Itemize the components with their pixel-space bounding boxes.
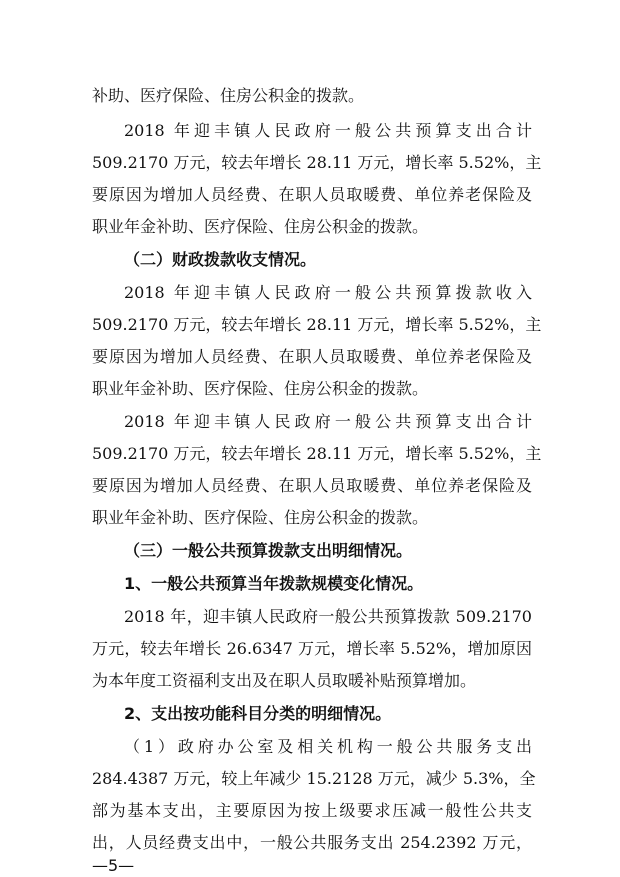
subsection-heading: 2、支出按功能科目分类的明细情况。 (124, 704, 392, 723)
body-line: 万元，较去年增长 26.6347 万元，增长率 5.52%，增加原因 (92, 639, 532, 658)
body-line: 2018 年迎丰镇人民政府一般公共预算支出合计 (124, 121, 532, 140)
subsection-heading: 1、一般公共预算当年拨款规模变化情况。 (124, 574, 424, 593)
section-heading: （二）财政拨款收支情况。 (124, 250, 317, 269)
body-line: 2018 年迎丰镇人民政府一般公共预算拨款收入 (124, 283, 532, 302)
body-line: 509.2170 万元，较去年增长 28.11 万元，增长率 5.52%，主 (92, 315, 542, 334)
body-line: 509.2170 万元，较去年增长 28.11 万元，增长率 5.52%，主 (92, 444, 542, 463)
body-line: 职业年金补助、医疗保险、住房公积金的拨款。 (92, 508, 429, 527)
body-line: 284.4387 万元，较上年减少 15.2128 万元，减少 5.3%，全 (92, 769, 536, 788)
body-line: 为本年度工资福利支出及在职人员取暖补贴预算增加。 (92, 671, 477, 690)
body-line: 要原因为增加人员经费、在职人员取暖费、单位养老保险及 (92, 185, 532, 204)
body-line: 出，人员经费支出中，一般公共服务支出 254.2392 万元， (92, 833, 532, 852)
body-line: 要原因为增加人员经费、在职人员取暖费、单位养老保险及 (92, 476, 532, 495)
section-heading: （三）一般公共预算拨款支出明细情况。 (124, 541, 413, 560)
body-line: 要原因为增加人员经费、在职人员取暖费、单位养老保险及 (92, 347, 532, 366)
body-line: 职业年金补助、医疗保险、住房公积金的拨款。 (92, 379, 429, 398)
page-number: —5— (92, 856, 135, 875)
body-line: 509.2170 万元，较去年增长 28.11 万元，增长率 5.52%，主 (92, 153, 542, 172)
body-line: 2018 年，迎丰镇人民政府一般公共预算拨款 509.2170 (124, 607, 532, 626)
body-line: 2018 年迎丰镇人民政府一般公共预算支出合计 (124, 412, 532, 431)
body-line: 职业年金补助、医疗保险、住房公积金的拨款。 (92, 217, 429, 236)
body-line: （1）政府办公室及相关机构一般公共服务支出 (124, 737, 532, 756)
body-line: 补助、医疗保险、住房公积金的拨款。 (92, 86, 365, 105)
body-line: 部为基本支出，主要原因为按上级要求压减一般性公共支 (92, 801, 532, 820)
